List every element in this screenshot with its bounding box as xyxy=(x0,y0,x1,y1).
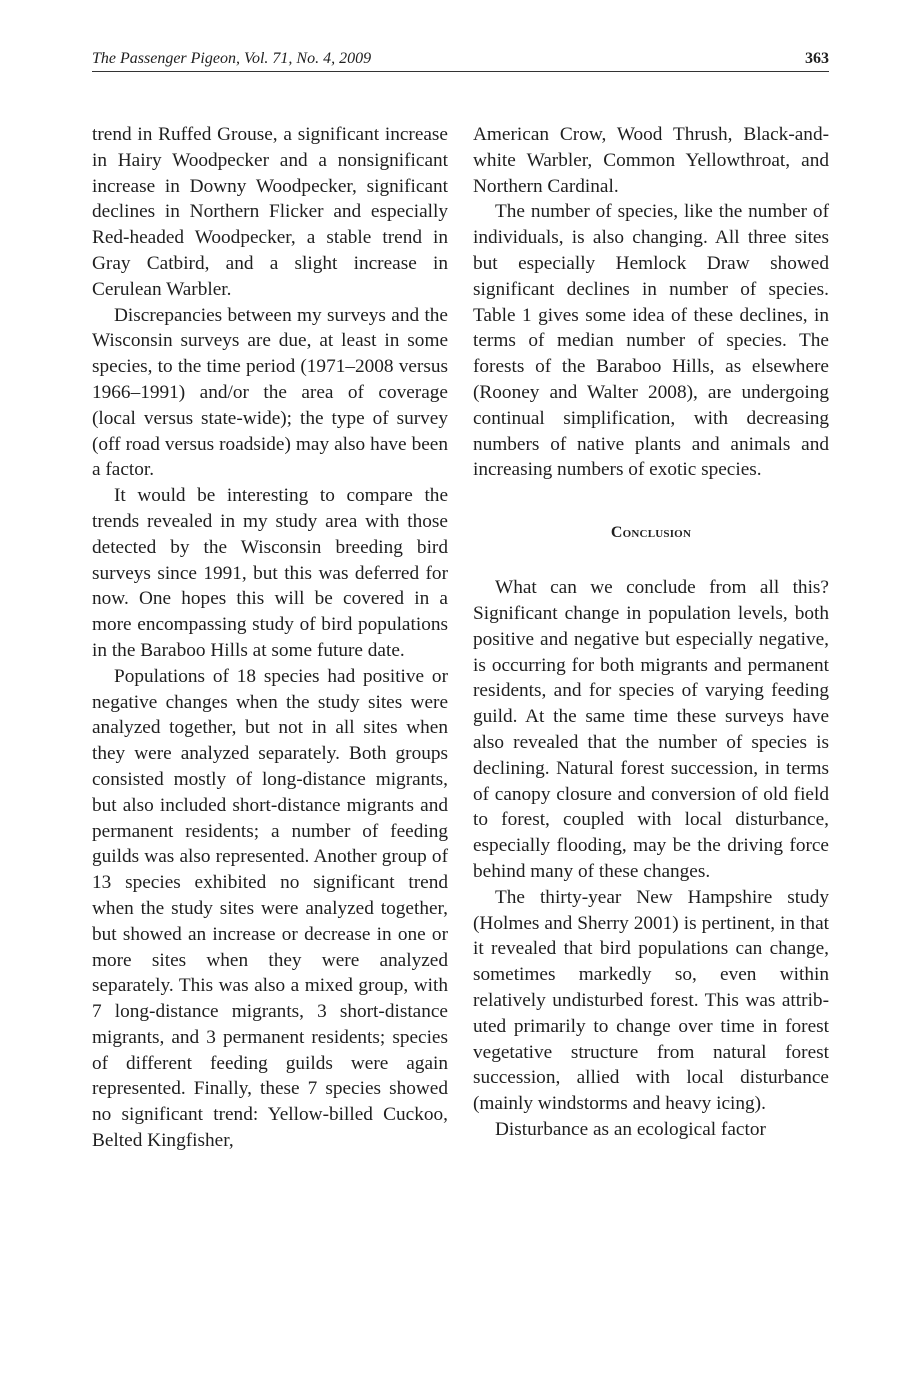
paragraph-disturbance: Disturbance as an ecological factor xyxy=(495,1118,766,1140)
page-number: 363 xyxy=(805,50,829,67)
section-heading-conclusion: Conclusion xyxy=(610,524,692,542)
paragraph-populations: Populations of 18 species had positive or negative changes when the study sites were analyzed together, but not in all sites when they were analyzed separately. Both groups consisted mostly of long-distance migrants, but also included short-distance migrants and permanent residents; a number of feeding guilds was also represented. Another group of 13 species exhibited no significant trend when the study sites were analyzed together, but showed an increase or decrease in one or more sites when they were analyzed separately. This was also a mixed group, with 7 long-distance migrants, 3 short-distance migrants, and 3 permanent residents; species of different feeding guilds were again represented. Finally, these 7 species showed no significant trend: Yellow-billed Cuckoo, Belted Kingfisher, xyxy=(92,665,448,1152)
right-column xyxy=(473,122,829,1143)
paragraph-discrepancies: Discrepancies between my surveys and the Wisconsin surveys are due, at least in some species, to the time period (1971–2008 versus 1966–1991) and/or the area of coverage (local versus state-wide); the type of survey (off road versus roadside) may also have been a factor. xyxy=(92,304,448,481)
paragraph-species-list: American Crow, Wood Thrush, Black-and-white Warbler, Common Yellowthroat, and Northern Cardinal. xyxy=(473,124,829,197)
running-header xyxy=(92,49,829,72)
left-column xyxy=(92,122,448,1154)
paragraph-conclusion: What can we conclude from all this? Significant change in population levels, both positive and negative but especially negative, is occurring for both migrants and permanent residents, and for species of varying feeding guild. At the same time these surveys have also revealed that the number of species is declining. Natural forest succession, in terms of canopy closure and conversion of old field to forest, coupled with local disturbance, especially flooding, may be the driving force behind many of these changes. xyxy=(473,577,829,882)
paragraph-number-of-species: The number of species, like the number of individuals, is also changing. All three sites but especially Hemlock Draw showed significant declines in number of species. Table 1 gives some idea of these declines, in terms of median number of species. The forests of the Baraboo Hills, as elsewhere (Rooney and Walter 2008), are undergoing continual simplification, with decreasing numbers of native plants and animals and increasing numbers of exotic species. xyxy=(473,201,829,481)
paragraph-comparison: It would be interesting to compare the trends revealed in my study area with those detected by the Wisconsin breeding bird surveys since 1991, but this was deferred for now. One hopes this will be covered in a more encompassing study of bird populations in the Baraboo Hills at some future date. xyxy=(92,485,448,661)
journal-title: The Passenger Pigeon, Vol. 71, No. 4, 2009 xyxy=(92,50,372,67)
paragraph-continued: trend in Ruffed Grouse, a significant increase in Hairy Woodpecker and a nonsignificant increase in Downy Woodpecker, significant declines in Northern Flicker and especially Red-headed Woodpecker, a stable trend in Gray Catbird, and a slight increase in Cerulean Warbler. xyxy=(92,124,448,300)
paragraph-new-hampshire: The thirty-year New Hampshire study (Holmes and Sherry 2001) is pertinent, in that it revealed that bird populations can change, sometimes markedly so, even within relatively undisturbed forest. This was attributed primarily to change over time in forest vegetative structure from natural forest succession, allied with local disturbance (mainly windstorms and heavy icing). xyxy=(473,886,829,1115)
